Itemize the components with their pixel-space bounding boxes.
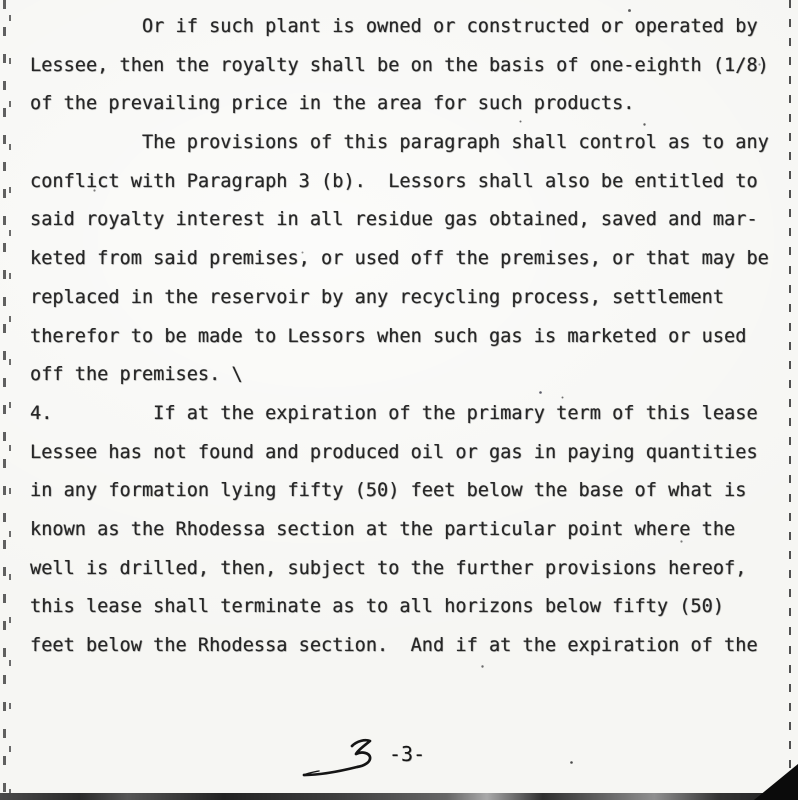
text-line: off the premises. \ bbox=[30, 364, 243, 386]
handwritten-numeral-3 bbox=[300, 736, 386, 782]
text-line: in any formation lying fifty (50) feet below the base of what is bbox=[30, 480, 747, 502]
text-line: Or if such plant is owned or constructed or operated by bbox=[30, 16, 758, 37]
text-line: this lease shall terminate as to all horizons below fifty (50) bbox=[30, 596, 725, 618]
text-line: keted from said premises, or used off the premises, or that may be bbox=[30, 248, 769, 270]
left-edge-binding-marks bbox=[3, 0, 6, 800]
page-number: -3- bbox=[389, 742, 426, 766]
text-line: therefor to be made to Lessors when such gas is marketed or used bbox=[30, 325, 747, 347]
text-line: Lessee has not found and produced oil or gas in paying quantities bbox=[30, 441, 758, 463]
text-line-paragraph-4: 4. If at the expiration of the primary term of this lease bbox=[30, 402, 758, 424]
text-line: The provisions of this paragraph shall control as to any bbox=[30, 132, 769, 154]
text-line: said royalty interest in all residue gas obtained, saved and mar- bbox=[30, 209, 758, 231]
left-edge-binding-marks-inner bbox=[9, 0, 11, 800]
scan-bottom-band bbox=[0, 793, 798, 800]
body-text bbox=[30, 8, 790, 666]
text-line: Lessee, then the royalty shall be on the basis of one-eighth (1/8) bbox=[30, 54, 769, 76]
text-line: of the prevailing price in the area for such products. bbox=[30, 93, 635, 115]
text-line: well is drilled, then, subject to the further provisions hereof, bbox=[30, 557, 747, 579]
text-line: known as the Rhodessa section at the particular point where the bbox=[30, 518, 736, 540]
scan-noise-specks bbox=[0, 0, 1, 1]
text-line: replaced in the reservoir by any recycling process, settlement bbox=[30, 286, 725, 308]
text-line: feet below the Rhodessa section. And if at the expiration of the bbox=[30, 635, 758, 656]
text-line: conflict with Paragraph 3 (b). Lessors shall also be entitled to bbox=[30, 170, 758, 192]
